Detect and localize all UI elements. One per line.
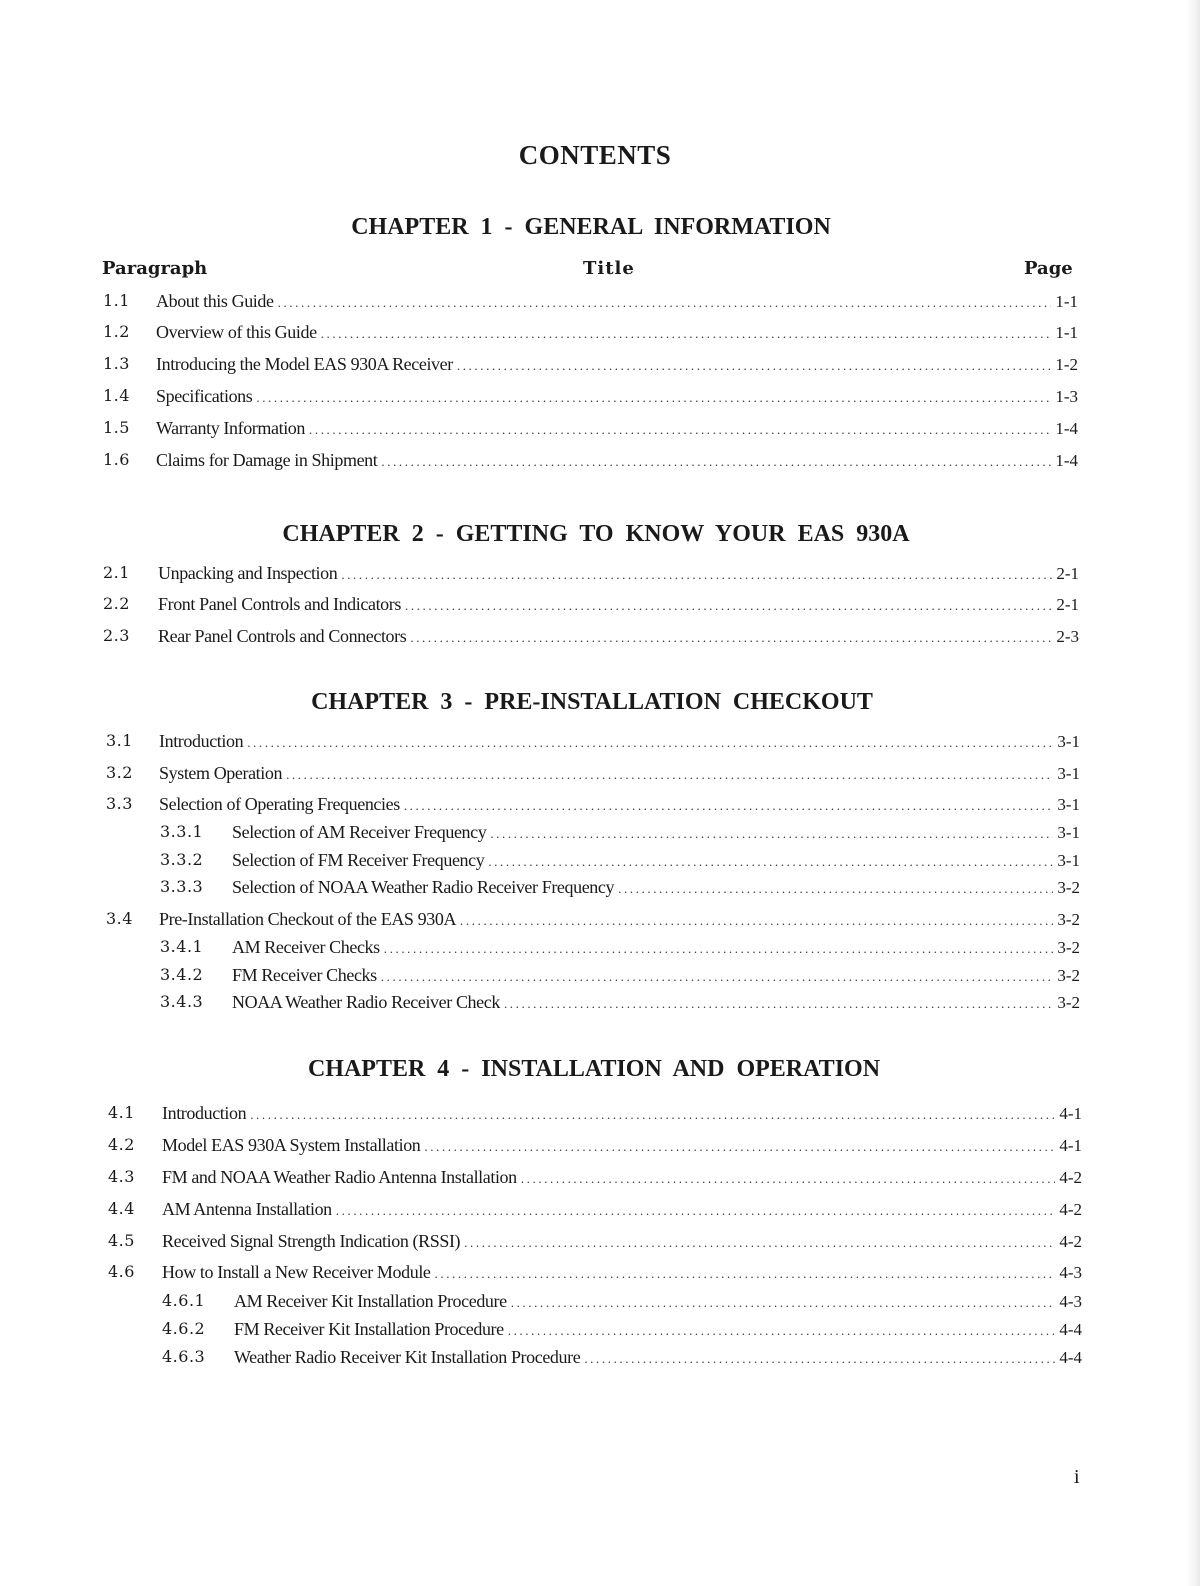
- dot-leader: [336, 1198, 1056, 1224]
- chapter-4-heading: CHAPTER 4 - INSTALLATION AND OPERATION: [307, 1056, 881, 1082]
- dot-leader: [460, 908, 1053, 934]
- toc-entry-page: 4-2: [1059, 1232, 1082, 1251]
- toc-entry-title: Introduction: [159, 731, 244, 751]
- toc-entry: [103, 623, 1079, 649]
- dot-leader: [321, 321, 1052, 347]
- toc-entry-number: 4.6.3: [162, 1347, 206, 1366]
- toc-entry-number: 2.2: [103, 594, 130, 613]
- column-header-title: Title: [583, 258, 635, 279]
- toc-entry-page: 1-1: [1055, 292, 1078, 311]
- toc-entry-page: 4-4: [1059, 1348, 1082, 1367]
- toc-entry: [108, 1100, 1082, 1126]
- toc-entry: [103, 383, 1078, 409]
- toc-entry-number: 1.4: [103, 386, 130, 405]
- dot-leader: [381, 964, 1054, 990]
- toc-entry-page: 3-2: [1057, 993, 1080, 1012]
- toc-entry-page: 3-2: [1057, 878, 1080, 897]
- toc-entry-number: 4.1: [108, 1103, 135, 1122]
- toc-entry: [108, 1228, 1082, 1254]
- toc-entry-title: AM Receiver Checks: [232, 937, 380, 957]
- toc-entry-title: How to Install a New Receiver Module: [162, 1262, 431, 1282]
- page-number: i: [1074, 1466, 1080, 1488]
- toc-entry: [106, 989, 1080, 1015]
- toc-entry-number: 1.6: [103, 450, 130, 469]
- toc-entry-page: 3-1: [1057, 764, 1080, 783]
- toc-entry: [106, 962, 1080, 988]
- toc-entry-title: Pre-Installation Checkout of the EAS 930A: [159, 909, 457, 929]
- toc-entry-title: NOAA Weather Radio Receiver Check: [232, 992, 500, 1012]
- toc-entry: [108, 1259, 1082, 1285]
- toc-entry-page: 4-2: [1059, 1200, 1082, 1219]
- toc-entry: [108, 1316, 1082, 1342]
- dot-leader: [250, 1102, 1055, 1128]
- toc-entry-page: 4-4: [1059, 1320, 1082, 1339]
- page-edge-shadow: [1186, 0, 1200, 1586]
- dot-leader: [410, 625, 1052, 651]
- toc-entry-title: Selection of Operating Frequencies: [159, 794, 400, 814]
- toc-entry: [103, 319, 1078, 345]
- toc-entry: [106, 906, 1080, 932]
- toc-entry-page: 3-1: [1057, 851, 1080, 870]
- toc-entry-page: 3-1: [1057, 732, 1080, 751]
- toc-entry: [103, 288, 1078, 314]
- toc-entry-title: Weather Radio Receiver Kit Installation Procedure: [234, 1347, 581, 1367]
- toc-entry-title: Unpacking and Inspection: [158, 563, 338, 583]
- toc-entry-title: Selection of AM Receiver Frequency: [232, 822, 487, 842]
- toc-entry-title: Received Signal Strength Indication (RSSI): [162, 1231, 461, 1251]
- dot-leader: [278, 290, 1052, 316]
- dot-leader: [309, 417, 1051, 443]
- toc-entry-number: 3.3.1: [160, 822, 204, 841]
- dot-leader: [405, 593, 1052, 619]
- toc-entry-number: 4.6: [108, 1262, 135, 1281]
- dot-leader: [504, 991, 1053, 1017]
- dot-leader: [488, 849, 1053, 875]
- toc-entry: [106, 728, 1080, 754]
- toc-entry-title: Front Panel Controls and Indicators: [158, 594, 401, 614]
- toc-entry-title: Selection of NOAA Weather Radio Receiver Frequency: [232, 877, 615, 897]
- toc-entry-page: 1-1: [1055, 323, 1078, 342]
- toc-entry-number: 4.2: [108, 1135, 135, 1154]
- toc-entry: [108, 1288, 1082, 1314]
- dot-leader: [381, 449, 1051, 475]
- toc-entry-number: 3.1: [106, 731, 133, 750]
- toc-entry-title: Specifications: [156, 386, 253, 406]
- column-header-paragraph: Paragraph: [102, 258, 208, 279]
- page-title: CONTENTS: [518, 140, 672, 170]
- toc-entry: [106, 760, 1080, 786]
- toc-entry: [106, 874, 1080, 900]
- toc-entry-number: 3.3.2: [160, 850, 204, 869]
- dot-leader: [584, 1346, 1055, 1372]
- column-header-page: Page: [1024, 258, 1073, 279]
- toc-entry-number: 1.1: [103, 291, 130, 310]
- toc-entry-number: 1.5: [103, 418, 130, 437]
- toc-entry-title: About this Guide: [156, 291, 274, 311]
- toc-entry: [108, 1164, 1082, 1190]
- dot-leader: [286, 762, 1053, 788]
- toc-entry-page: 4-2: [1059, 1168, 1082, 1187]
- toc-entry-number: 1.2: [103, 322, 130, 341]
- toc-entry: [103, 591, 1079, 617]
- toc-entry-number: 2.3: [103, 626, 130, 645]
- toc-entry-title: FM and NOAA Weather Radio Antenna Installation: [162, 1167, 517, 1187]
- toc-entry: [106, 934, 1080, 960]
- toc-entry-number: 4.6.1: [162, 1291, 206, 1310]
- toc-entry-page: 2-1: [1056, 595, 1079, 614]
- toc-entry-title: Overview of this Guide: [156, 322, 317, 342]
- toc-entry-number: 4.4: [108, 1199, 135, 1218]
- dot-leader: [508, 1318, 1056, 1344]
- toc-entry-title: AM Receiver Kit Installation Procedure: [234, 1291, 507, 1311]
- toc-entry-title: Introducing the Model EAS 930A Receiver: [156, 354, 453, 374]
- chapter-3-heading: CHAPTER 3 - PRE-INSTALLATION CHECKOUT: [311, 689, 873, 715]
- toc-entry-title: Warranty Information: [156, 418, 305, 438]
- toc-entry: [103, 415, 1078, 441]
- toc-entry-page: 4-3: [1059, 1292, 1082, 1311]
- toc-entry: [103, 560, 1079, 586]
- toc-entry-number: 3.4.3: [160, 992, 204, 1011]
- dot-leader: [511, 1290, 1056, 1316]
- dot-leader: [384, 936, 1054, 962]
- toc-entry-page: 2-1: [1056, 564, 1079, 583]
- toc-entry-page: 3-2: [1057, 966, 1080, 985]
- dot-leader: [341, 562, 1052, 588]
- chapter-1-heading: CHAPTER 1 - GENERAL INFORMATION: [351, 214, 831, 240]
- toc-entry: [103, 447, 1078, 473]
- chapter-2-heading: CHAPTER 2 - GETTING TO KNOW YOUR EAS 930A: [282, 521, 910, 547]
- toc-entry: [106, 819, 1080, 845]
- dot-leader: [256, 385, 1051, 411]
- toc-entry-number: 3.4: [106, 909, 133, 928]
- toc-entry-number: 3.3.3: [160, 877, 204, 896]
- toc-entry: [108, 1344, 1082, 1370]
- dot-leader: [457, 353, 1051, 379]
- toc-entry-title: Introduction: [162, 1103, 247, 1123]
- toc-entry-title: Model EAS 930A System Installation: [162, 1135, 421, 1155]
- toc-entry-page: 2-3: [1056, 627, 1079, 646]
- toc-entry-number: 3.3: [106, 794, 133, 813]
- toc-entry-page: 4-1: [1059, 1104, 1082, 1123]
- toc-entry-title: FM Receiver Kit Installation Procedure: [234, 1319, 504, 1339]
- toc-entry-number: 1.3: [103, 354, 130, 373]
- toc-entry-title: Selection of FM Receiver Frequency: [232, 850, 485, 870]
- toc-entry: [108, 1196, 1082, 1222]
- toc-entry-page: 3-1: [1057, 795, 1080, 814]
- dot-leader: [490, 821, 1053, 847]
- toc-entry-page: 1-2: [1055, 355, 1078, 374]
- toc-entry-title: Claims for Damage in Shipment: [156, 450, 378, 470]
- toc-entry-number: 4.6.2: [162, 1319, 206, 1338]
- dot-leader: [435, 1261, 1056, 1287]
- toc-entry: [108, 1132, 1082, 1158]
- toc-entry-title: AM Antenna Installation: [162, 1199, 332, 1219]
- toc-entry-number: 3.4.2: [160, 965, 204, 984]
- toc-entry-page: 1-4: [1055, 451, 1078, 470]
- toc-entry-number: 3.2: [106, 763, 133, 782]
- dot-leader: [521, 1166, 1056, 1192]
- toc-entry-title: Rear Panel Controls and Connectors: [158, 626, 407, 646]
- toc-entry-title: FM Receiver Checks: [232, 965, 377, 985]
- toc-entry-page: 3-2: [1057, 910, 1080, 929]
- toc-entry-page: 1-3: [1055, 387, 1078, 406]
- toc-entry: [103, 351, 1078, 377]
- dot-leader: [464, 1230, 1055, 1256]
- toc-entry-page: 3-1: [1057, 823, 1080, 842]
- toc-entry: [106, 847, 1080, 873]
- dot-leader: [404, 793, 1054, 819]
- toc-entry-title: System Operation: [159, 763, 283, 783]
- toc-entry-number: 3.4.1: [160, 937, 204, 956]
- toc-entry-page: 1-4: [1055, 419, 1078, 438]
- toc-entry-number: 4.5: [108, 1231, 135, 1250]
- dot-leader: [247, 730, 1053, 756]
- toc-entry: [106, 791, 1080, 817]
- toc-entry-page: 4-1: [1059, 1136, 1082, 1155]
- dot-leader: [618, 876, 1053, 902]
- dot-leader: [424, 1134, 1055, 1160]
- toc-entry-page: 4-3: [1059, 1263, 1082, 1282]
- toc-entry-page: 3-2: [1057, 938, 1080, 957]
- toc-entry-number: 4.3: [108, 1167, 135, 1186]
- toc-entry-number: 2.1: [103, 563, 130, 582]
